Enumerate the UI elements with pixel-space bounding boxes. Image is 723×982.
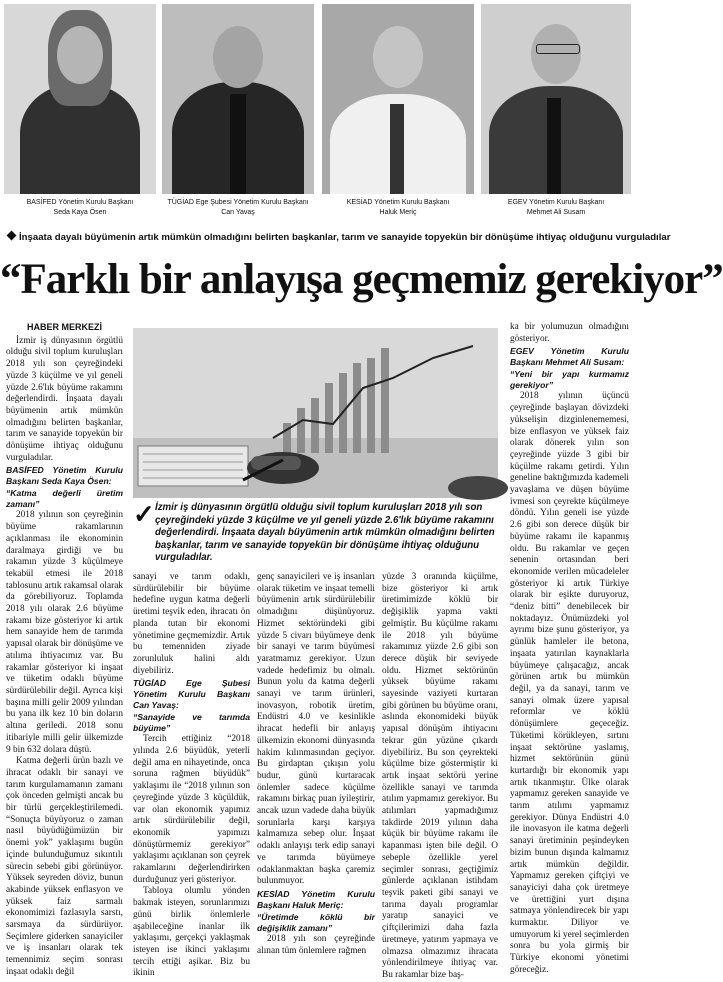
subhead-quote: “Sanayide ve tarımda büyüme” — [133, 712, 250, 734]
paragraph: ka bir yolumuzun olmadığını gösteriyor. — [510, 322, 629, 344]
portrait-photo-3 — [322, 4, 474, 194]
paragraph: Tabloya olumlu yönden bakmak isteyen, sorunlarımızı günü birlik önlemlerle aşabileceğine inanlar ilk yaklaşımı, gerçekçi yaklaşmak isteyen ise ikinci yaklaşımı tercih ettiği aşikar. Biz bu ikinin — [133, 886, 250, 979]
paragraph: 2018 yılının son çeyreğinin büyüme rakamlarının açıklanması ile ekonominin daralmaya girdiği ve bu rakamın yüzde 3 küçülmeye tekabül etmesi ile 2018 tablosunu artık rakamsal olarak da görebiliyoruz. Toplamda 2018 yılı olarak 2.6 büyüme rakamı bize gösteriyor ki artık hem sanayide hem de tarımda yapısal olarak bir dönüşüme ve atılıma ihtiyacımız var. Bu rakamlar gösteriyor ki inşaat ve tüketim odaklı büyüme sürdürülebilir değil. Ayrıca kişi başına milli gelir 2009 yılından bu yana ilk kez 10 bin doların altına geriledi. 2018 sonu itibariyle milli gelir ülkemizde 9 bin 632 dolara düştü. — [6, 510, 123, 755]
photo-caption-1: BASİFED Yönetim Kurulu Başkanı Seda Kaya Ösen — [26, 199, 134, 216]
paragraph: genç sanayicileri ve iş insanları olarak tüketim ve inşaat temelli büyümenin artık sürdürülebilir olmadığını düşünüyoruz. Hizmet sektöründeki gibi yüzde 5 civarı büyümeye denk bir sanayi ve tarım büyümesi yaratmamız gerekiyor. Uzun vadede hedefimiz bu olmalı. Bunun yolu da katma değerli sanayi ve tarım ürünleri, inovasyon, robotik üretim, Endüstri 4.0 ve kesinlikle ihracat hedefli bir anlayış ülkemizin ekonomi dünyasında hakim kılınmasından geçiyor. Bu girdaptan çıkışın yolu budur, günü kurtaracak önlemler sadece küçülme rakamını birkaç puan iyileştirir, ancak uzun vadede daha büyük sorunlarla karşı karşıya kalmamıza sebep olur. İnşaat odaklı anlayışı terk edip sanayi ve tarımda büyümeye odaklanmaktan başka çaremiz bulunmuyor. — [257, 572, 375, 887]
subhead-quote: “Üretimde köklü bir değişiklik zamanı” — [257, 911, 375, 933]
article-column-3 — [257, 572, 375, 958]
paragraph: İzmir iş dünyasının örgütlü olduğu sivil toplum kuruluşları 2018 yılı son çeyreğindeki yüzde 3 küçülme ve yıl geneli yüzde 2.6'lık büyüme rakamını değerlendirdi. İnşaata dayalı büyümenin artık mümkün olmadığını belirten başkanlar, tarım ve sanayide topyekün bir dönüşüme ihtiyaç olduğunu vurguladılar. — [6, 335, 123, 463]
paragraph: 2018 yılının üçüncü çeyreğinde başlayan dövizdeki yükselişin dizginlenememesi, bize enflasyon ve yüksek faiz olarak dönerek yılın son çeyreğinde yüzde 3 gibi bir küçülme rakamı getirdi. Yılın geneline baktığımızda kademeli yavaşlama ve düşen büyüme ivmesi son çeyrekte küçülmeye döndü. Yılın geneli ise yüzde 2.6 gibi son derece düşük bir büyüme rakamı ile kapanmış oldu. Bu rakamlar ve geçen senenin ortasından beri ekonomide verilen mücadeleler gösteriyor ki artık Türkiye olarak bir eşikte duruyoruz, “deniz bitti” denebilecek bir noktadayız. Önümüzdeki yol ayrımı bize şunu gösteriyor, ya günlük hamleler ile betona, inşaata yatırılan kaynaklarla büyümeye çalışacağız, ancak görünen artık bu mümkün değil, ya da sanayi, tarım ve sanayi olmak üzere yapısal reformlar ve köklü dönüşümlere geçeceğiz. Tüketimi körükleyen, sırtını inşaat sektörüne yaslamış, hizmet sektörünün günü kurtardığı bir ekonomik yapı artık tıkanmıştır. Ülke olarak yapmamız gereken sanayide ve tarım atılımı yapmamız gerekiyor. Dünya Endüstri 4.0 ile inovasyon ile katma değerli sanayi üretiminin peşindeyken bizim bunun dışında kalmamız artık mümkün değildir. Yapmamız gereken çiftçiyi ve sanayiciyi daha çok üretmeye ve ürettiğini yurt dışına satmaya yönlendirecek bir yapı kurmaktır. Diliyor ve umuyorum ki yerel seçimlerden sonra bu yola girmiş bir Türkiye ekonomi yönetimi göreceğiz. — [510, 391, 629, 975]
subhead: TÜGİAD Ege Şubesi Yönetim Kurulu Başkanı Can Yavaş: — [133, 678, 250, 711]
business-chart-illustration — [133, 328, 498, 498]
article-column-1 — [6, 322, 123, 977]
subhead-quote: “Yeni bir yapı kurmamız gerekiyor” — [510, 369, 629, 391]
photo-strip — [0, 0, 635, 232]
subhead-quote: “Katma değerli üretim zamanı” — [6, 488, 123, 510]
paragraph: sanayi ve tarım odaklı, sürdürülebilir bir büyüme hedefine uygun katma değerli üretimi teşvik eden, ihracatı ön planda tutan bir ekonomi yönetimine geçmemizdir. Artık bu temenniden ziyade zorunluluk halini aldı diyebiliriz. — [133, 572, 250, 676]
photo-caption-3: KESİAD Yönetim Kurulu Başkanı Haluk Meriç — [346, 199, 450, 216]
diamond-bullet-icon — [7, 231, 17, 241]
article-column-5 — [510, 322, 629, 975]
deck-subtitle: İnşaata dayalı büyümenin artık mümkün olmadığını belirten başkanlar, tarım ve sanayide topyekün bir dönüşüme ihtiyaç olduğunu vurguladılar — [8, 232, 630, 243]
portrait-photo-4 — [481, 4, 631, 194]
byline: HABER MERKEZİ — [26, 322, 102, 332]
paragraph: yüzde 3 oranında küçülme, bize gösteriyor ki artık üretimimizde köklü bir değişiklik yapma vakti gelmiştir. Bu küçülme rakamı ile 2018 yılı büyüme rakamımız yüzde 2.6 gibi son derece düşük bir seviyede oldu. Hizmet sektörünün yüksek büyüme rakamı sayesinde vaziyeti kurtaran gibi görünen bu büyüme oranı, aslında ekonomideki büyük yapısal dönüşüm ihtiyacını tekrar gün yüzüne çıkardı diyebiliriz. Bu son çeyrekteki küçülme bize göstermiştir ki artık inşaat sektörü yerine özellikle sanayi ve tarımda atılım yapmamız gerekiyor. Bu atılımları yapmadığımız takdirde 2019 yılının daha küçük bir büyüme rakamı ile kapanması işten bile değil. O sebeple özellikle yerel seçimler sonrası, geçtiğimiz günlerde açıklanan istihdam teşvik paketi gibi sanayi ve tarıma dayalı programlar yaratıp sanayici ve çiftçilerimizi daha fazla üretmeye, yatırım yapmaya ve olmazsa olmazımız ihracata yönlendirilmeye ihtiyaç var. Bu rakamlar bize baş- — [382, 572, 498, 980]
article-column-2 — [133, 572, 250, 979]
portrait-photo-1 — [4, 4, 156, 194]
subhead: BASİFED Yönetim Kurulu Başkanı Seda Kaya Ösen: — [6, 465, 123, 487]
checkmark-icon: ✓ — [133, 499, 155, 529]
subhead: KESİAD Yönetim Kurulu Başkanı Haluk Meriç: — [257, 888, 375, 910]
pull-quote-text: İzmir iş dünyasının örgütlü olduğu sivil toplum kuruluşları 2018 yılı son çeyreğindeki yüzde 3 küçülme ve yıl geneli yüzde 2.6'lık büyüme rakamını değerlendirdi. İnşaata dayalı büyümenin artık mümkün olmadığını belirten başkanlar, tarım ve sanayide topyekün bir dönüşüme ihtiyaç olduğunu vurguladılar. — [155, 502, 495, 563]
article-column-4 — [382, 572, 498, 980]
paragraph: Tercih ettiğiniz “2018 yılında 2.6 büyüdük, yeterli değil ama en nihayetinde, onca soruna rağmen büyüdük” yaklaşımı ile “2018 yılının son çeyreğinde yüzde 3 küçüldük, var olan ekonomik yapımız artık sürdürülebilir değil, ekonomik yapımızı dönüştürmemiz gerekiyor” yaklaşımı açıklanan son çeyrek rakamlarını değerlendirirken durduğunuz yeri gösteriyor. — [133, 734, 250, 885]
portrait-photo-2 — [162, 4, 314, 194]
paragraph: 2018 yılı son çeyreğinde alınan tüm önlemlere rağmen — [257, 933, 375, 956]
paragraph: Katma değerli ürün bazlı ve ihracat odaklı bir sanayi ve tarım kurgulamamanın zamanı çok önceden gelmişti ancak bu bir türlü gerçekleştirilemedi. “Sonuçta büyüyoruz o zaman nasıl büyüdüğümüzün bir önemi yok” yaklaşımı bugün içinde bulunduğumuz sıkıntılı sürecin sebebi gibi görünüyor. Yüksek seyreden döviz, bunun akabinde yüksek enflasyon ve yüksek faiz sarmalı ekonomimizi fazlasıyla sarstı, sarsmaya da sürdürüyor. Seçimlere giderken sanayiciler ve iş insanları olarak tek temennimiz seçim sonrası inşaat odaklı değil — [6, 756, 123, 977]
subhead: EGEV Yönetim Kurulu Başkanı Mehmet Ali Susam: — [510, 346, 629, 368]
photo-caption-2: TÜGİAD Ege Şubesi Yönetim Kurulu Başkanı Can Yavaş — [167, 199, 309, 216]
pull-quote — [133, 500, 498, 570]
photo-caption-4: EGEV Yönetim Kurulu Başkanı Mehmet Ali Susam — [507, 199, 605, 216]
headline: “Farklı bir anlayışa geçmemiz gerekiyor” — [0, 256, 723, 303]
